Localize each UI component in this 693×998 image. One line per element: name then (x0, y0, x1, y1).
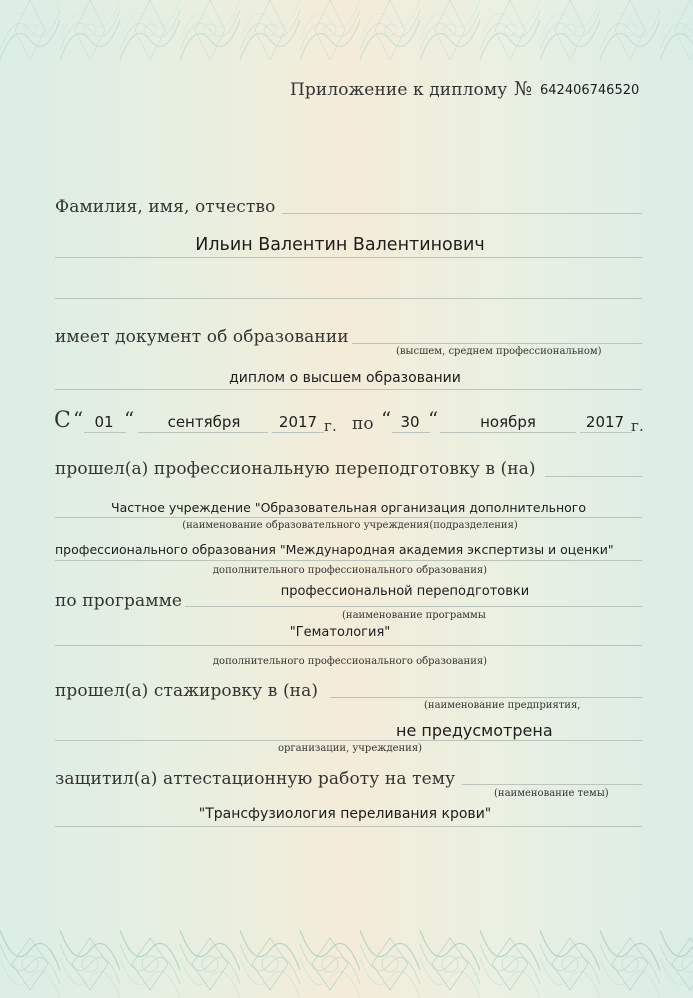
start-day-underline (84, 432, 126, 433)
fio-underline-2 (55, 257, 642, 258)
period-start-year: 2017 (278, 413, 318, 431)
bottom-ornament-band (0, 930, 693, 998)
internship-value: не предусмотрена (396, 721, 553, 740)
period-start-day: 01 (94, 413, 114, 431)
internship-caption1: (наименование предприятия, (424, 700, 581, 711)
internship-underline-2 (55, 740, 642, 741)
program-caption1: (наименование программы (342, 610, 486, 621)
number-sign: № (514, 78, 533, 100)
thesis-underline-1 (462, 784, 642, 785)
guilloche-ornament-bottom (0, 930, 693, 998)
period-close-quote-2: “ (428, 407, 439, 431)
fio-underline-3 (55, 298, 642, 299)
appendix-label: Приложение к диплому (290, 80, 508, 100)
period-to-word: по (352, 414, 374, 434)
fio-value: Ильин Валентин Валентинович (195, 235, 485, 255)
period-end-year-suffix: г. (631, 417, 644, 435)
thesis-underline-2 (55, 826, 642, 827)
program-value-line2: "Гематология" (289, 625, 391, 640)
start-year-underline (272, 432, 324, 433)
thesis-value: "Трансфузиология переливания крови" (198, 806, 492, 822)
internship-underline-1 (330, 697, 642, 698)
diploma-number: 642406746520 (540, 83, 640, 98)
guilloche-ornament-top (0, 0, 693, 60)
program-underline-2 (55, 645, 642, 646)
thesis-caption: (наименование темы) (494, 788, 609, 799)
fio-label: Фамилия, имя, отчество (55, 197, 276, 217)
education-value: диплом о высшем образовании (229, 370, 461, 386)
fio-underline (282, 213, 642, 214)
end-year-underline (580, 432, 632, 433)
institution-caption2: дополнительного профессионального образования) (212, 565, 488, 576)
period-from-prefix: С (54, 408, 71, 433)
period-start-month: сентября (167, 413, 241, 431)
institution-underline-2 (55, 560, 642, 561)
internship-label: прошел(а) стажировку в (на) (55, 681, 319, 701)
institution-line2: профессионального образования "Международная академия экспертизы и оценки" (55, 542, 614, 557)
period-start-year-suffix: г. (324, 417, 337, 435)
end-month-underline (440, 432, 576, 433)
top-ornament-band (0, 0, 693, 60)
period-open-quote-1: “ (73, 407, 84, 431)
institution-line1: Частное учреждение "Образовательная организация дополнительного (111, 500, 586, 515)
program-caption2: дополнительного профессионального образования) (212, 656, 488, 667)
program-label: по программе (55, 591, 183, 611)
program-value-line1: профессиональной переподготовки (280, 584, 530, 599)
institution-caption1: (наименование образовательного учреждения(подразделения) (182, 520, 518, 531)
program-underline-1 (185, 606, 642, 607)
education-underline (352, 343, 642, 344)
period-open-quote-2: “ (381, 407, 392, 431)
education-label: имеет документ об образовании (55, 327, 349, 347)
institution-underline-1 (55, 517, 642, 518)
period-end-day: 30 (400, 413, 420, 431)
period-end-year: 2017 (585, 413, 625, 431)
education-underline-2 (55, 389, 642, 390)
internship-caption2: организации, учреждения) (277, 743, 423, 754)
thesis-label: защитил(а) аттестационную работу на тему (55, 769, 456, 789)
start-month-underline (138, 432, 268, 433)
education-caption: (высшем, среднем профессиональном) (396, 346, 602, 357)
end-day-underline (392, 432, 430, 433)
period-close-quote-1: “ (124, 407, 135, 431)
period-end-month: ноября (480, 413, 536, 431)
retraining-underline (545, 476, 642, 477)
retraining-label: прошел(а) профессиональную переподготовку в (на) (55, 459, 536, 479)
